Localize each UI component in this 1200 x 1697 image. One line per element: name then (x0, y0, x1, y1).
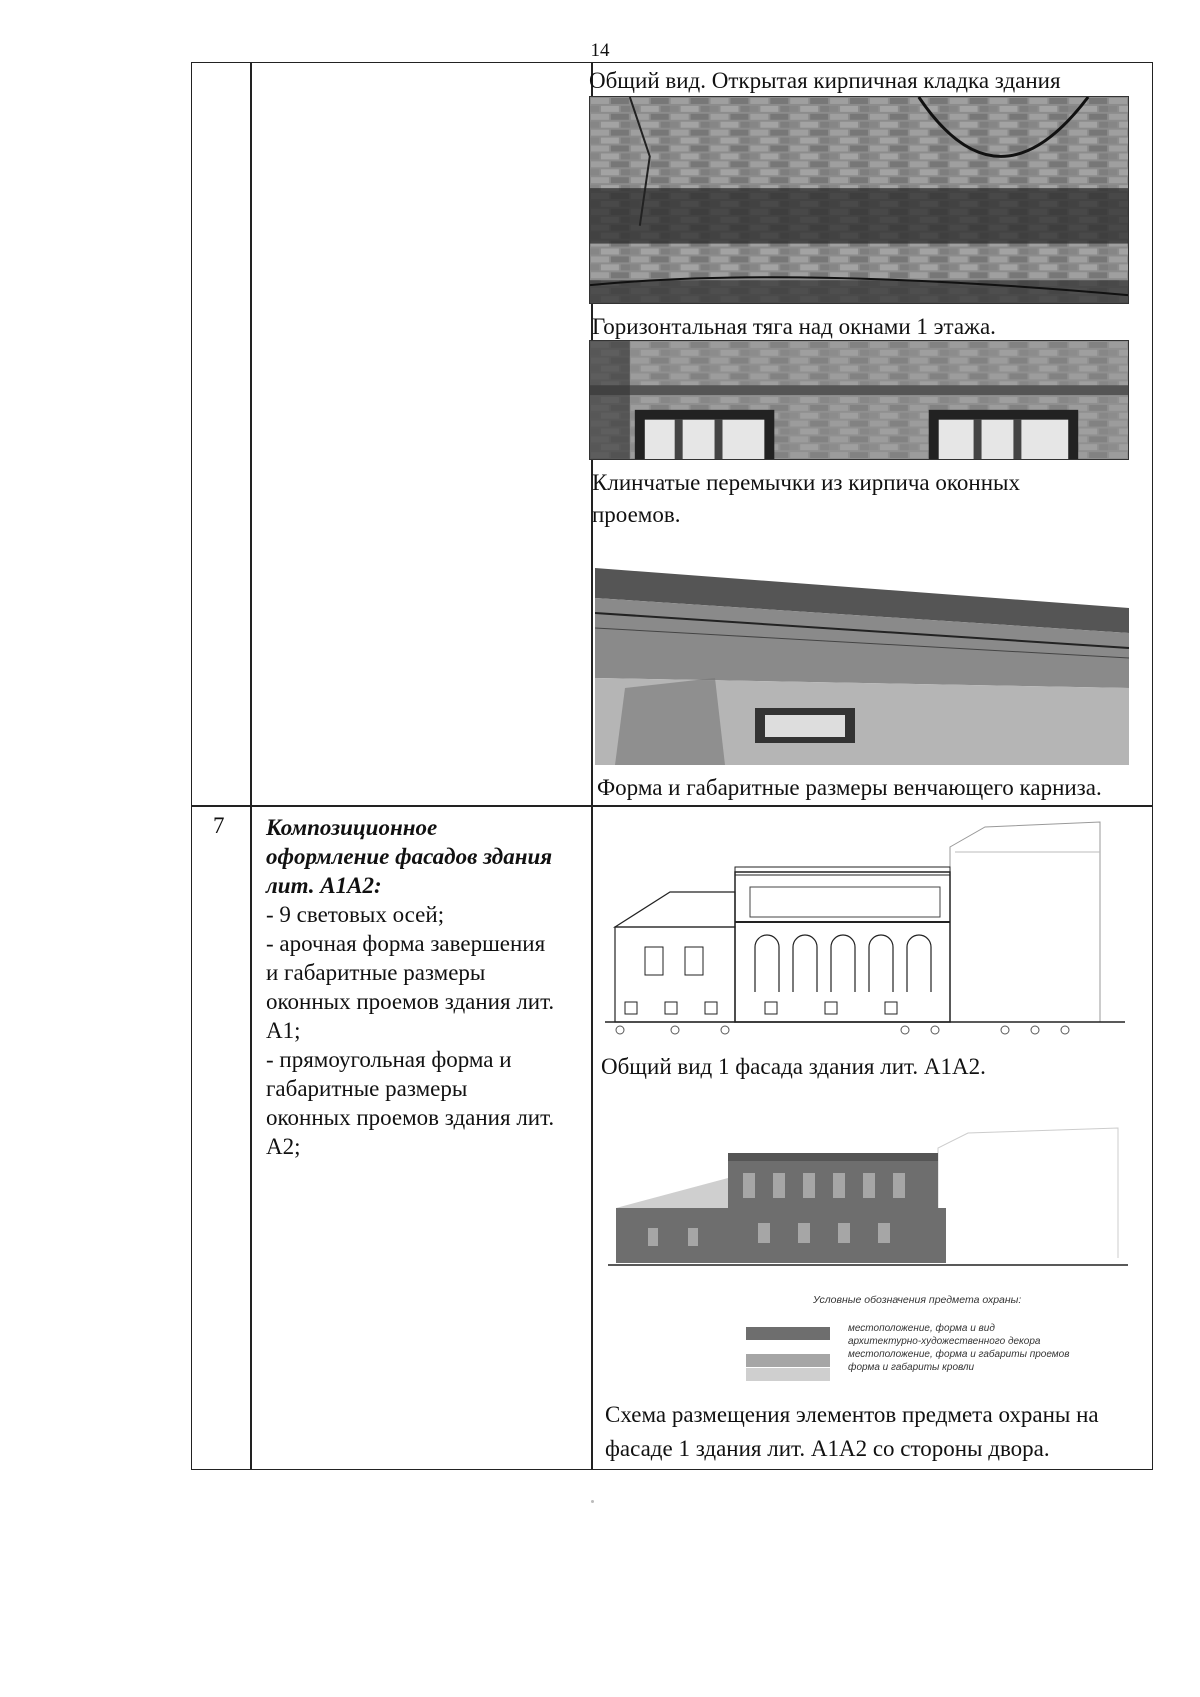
caption-crowning-cornice: Форма и габаритные размеры венчающего карниза. (597, 775, 1102, 800)
caption-general-view: Общий вид. Открытая кирпичная кладка здания (589, 68, 1061, 93)
row-heading-line3: лит. А1А2: (266, 873, 382, 898)
column-divider-1 (250, 62, 252, 1470)
page-number: 14 (590, 40, 610, 61)
photo-crowning-cornice (595, 568, 1129, 765)
row-item: - 9 световых осей; (266, 902, 445, 927)
legend-text-openings: местоположение, форма и габариты проемов (848, 1349, 1070, 1360)
legend-text-roof: форма и габариты кровли (848, 1362, 975, 1373)
caption-cornice-tie: Горизонтальная тяга над окнами 1 этажа. (592, 314, 996, 339)
caption-scheme-line2: фасаде 1 здания лит. А1А2 со стороны двора. (605, 1436, 1050, 1461)
caption-lintels-line2: проемов. (592, 502, 681, 527)
photo-brickwork (589, 96, 1129, 304)
legend-swatch-decor (746, 1327, 830, 1340)
row-item: оконных проемов здания лит. (266, 1105, 555, 1130)
row-item: габаритные размеры (266, 1076, 468, 1101)
row-item: А1; (266, 1018, 301, 1043)
row-item: и габаритные размеры (266, 960, 486, 985)
legend-text-decor-line1: местоположение, форма и вид (848, 1323, 995, 1334)
legend-swatch-roof (746, 1368, 830, 1381)
row-heading-line2: оформление фасадов здания (266, 844, 553, 869)
row-number: 7 (213, 813, 225, 838)
legend-text-decor-line2: архитектурно-художественного декора (848, 1336, 1041, 1347)
photo-cornice-tie (589, 340, 1129, 460)
caption-facade: Общий вид 1 фасада здания лит. А1А2. (601, 1054, 986, 1079)
legend-title: Условные обозначения предмета охраны: (813, 1294, 1022, 1306)
facade-drawing (605, 812, 1125, 1037)
row-item: А2; (266, 1134, 301, 1159)
row-item: оконных проемов здания лит. (266, 989, 555, 1014)
row-heading-line1: Композиционное (266, 815, 438, 840)
row-item: - арочная форма завершения (266, 931, 546, 956)
caption-scheme-line1: Схема размещения элементов предмета охраны на (605, 1402, 1099, 1427)
caption-lintels-line1: Клинчатые перемычки из кирпича оконных (592, 470, 1020, 495)
row-item: - прямоугольная форма и (266, 1047, 512, 1072)
legend-swatch-openings (746, 1354, 830, 1367)
scan-speck (591, 1500, 594, 1503)
facade-scheme (608, 1108, 1128, 1283)
row-divider (191, 805, 1153, 807)
